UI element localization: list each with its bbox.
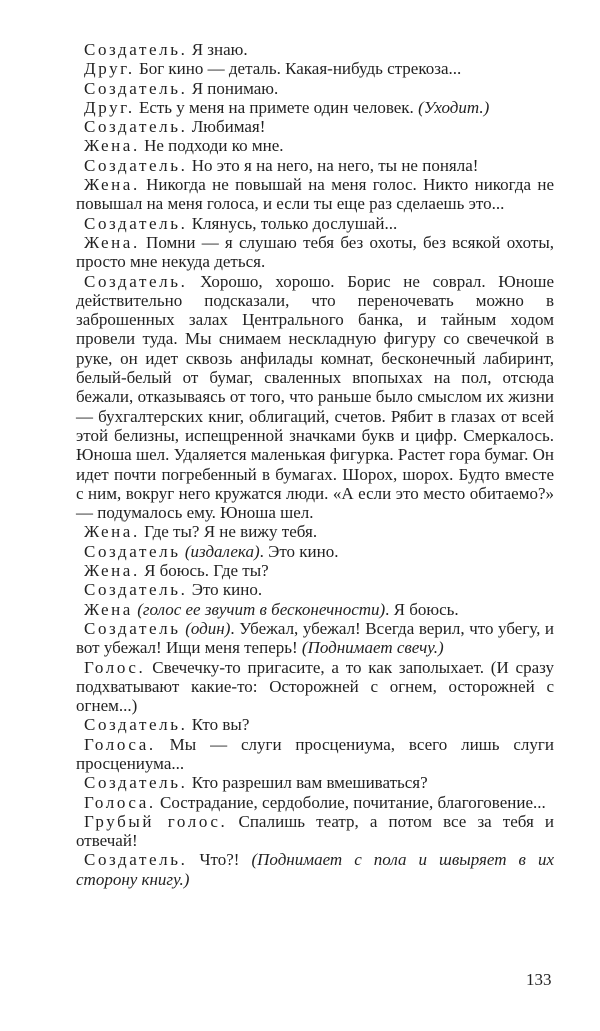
dialogue-line: Клянусь, только дослушай... [187, 213, 398, 233]
stage-direction: (голос ее звучит в бесконечности) [137, 599, 386, 619]
dialogue-line: . Это кино. [259, 541, 339, 561]
dialogue-line: Мы — слуги просцениума, всего лишь слуги просцениума... [76, 734, 554, 773]
dialogue-paragraph [76, 233, 554, 272]
dialogue-paragraph [76, 773, 554, 792]
dialogue-line: . Убежал, убежал! Всегда верил, что убегу, и вот убежал! Ищи меня теперь! [76, 618, 555, 658]
dialogue-paragraph [76, 175, 554, 214]
dialogue-line: Я понимаю. [187, 78, 279, 98]
stage-direction: (один) [185, 618, 231, 638]
speaker-name: Создатель. [84, 850, 188, 870]
speaker-name: Создатель. [84, 78, 188, 98]
dialogue-line: Где ты? Я не вижу тебя. [139, 522, 318, 542]
speaker-name: Жена. [84, 175, 140, 195]
play-text [76, 40, 554, 889]
speaker-name: Создатель. [84, 155, 188, 175]
speaker-name: Голоса. [84, 734, 156, 754]
dialogue-line: Это кино. [187, 580, 263, 600]
dialogue-line: Свечечку-то пригасите, а то как заполыхает. (И сразу подхватывают какие-то: Осторожней с огнем, осторожней с огнем...) [76, 657, 554, 716]
dialogue-paragraph [76, 79, 554, 98]
speaker-name: Жена. [84, 522, 140, 542]
dialogue-line: . Я боюсь. [385, 599, 459, 619]
speaker-name: Создатель [84, 541, 181, 561]
speaker-name: Жена. [84, 136, 140, 156]
dialogue-paragraph [76, 117, 554, 136]
dialogue-paragraph [76, 793, 554, 812]
dialogue-line: Спалишь театр, а потом все за тебя и отвечай! [76, 811, 554, 851]
dialogue-paragraph [76, 59, 554, 78]
stage-direction: (издалека) [184, 541, 260, 561]
dialogue-paragraph [76, 522, 554, 541]
speaker-name: Создатель. [84, 117, 188, 137]
dialogue-paragraph [76, 156, 554, 175]
dialogue-line: Хорошо, хорошо. Борис не соврал. Юноше действительно подсказали, что переночевать можно в заброшенных залах Центрального банка, и тайным ходом провели туда. Мы снимаем нескладную фигуру со свечечкой в руке, он идет сквозь анфилады комнат, бесконечный лабиринт, белый-белый от бумаг, сваленных впопыхах на пол, отсюда бежали, отказываясь от того, что раньше было смыслом их жизни — бухгалтерских книг, облигаций, счетов. Рябит в глазах от всей этой белизны, испещренной значками букв и цифр. Смеркалось. Юноша шел. Удаляется маленькая фигурка. Растет гора бумаг. Он идет почти погребенный в бумагах. Шорох, шорох. Будто вместе с ним, вокруг него кружатся люди. «А если это место обитаемо?» — подумалось ему. Юноша шел. [76, 271, 554, 523]
stage-direction: (Поднимает с пола и швыряет в их сторону книгу.) [76, 850, 554, 889]
dialogue-line: Что?! [187, 850, 252, 870]
speaker-name: Создатель. [84, 271, 188, 291]
speaker-name: Создатель. [84, 773, 188, 793]
dialogue-paragraph [76, 98, 554, 117]
dialogue-paragraph [76, 561, 554, 580]
speaker-name: Голоса. [84, 792, 156, 812]
dialogue-line: Помни — я слушаю тебя без охоты, без всякой охоты, просто мне некуда деться. [76, 232, 554, 272]
speaker-name: Друг. [84, 97, 135, 117]
dialogue-line: Есть у меня на примете один человек. [134, 97, 419, 117]
speaker-name: Грубый голос. [84, 811, 228, 831]
speaker-name: Жена. [84, 561, 140, 581]
dialogue-paragraph [76, 580, 554, 599]
dialogue-paragraph [76, 214, 554, 233]
dialogue-paragraph [76, 850, 554, 889]
speaker-name: Создатель [84, 618, 181, 638]
dialogue-paragraph [76, 40, 554, 59]
speaker-name: Создатель. [84, 580, 188, 600]
dialogue-line: Я боюсь. Где ты? [139, 561, 269, 581]
dialogue-paragraph [76, 658, 554, 716]
dialogue-paragraph [76, 136, 554, 155]
dialogue-line: Кто вы? [187, 715, 250, 735]
speaker-name: Жена. [84, 232, 140, 252]
speaker-name: Друг. [84, 59, 135, 79]
dialogue-paragraph [76, 600, 554, 619]
dialogue-paragraph [76, 542, 554, 561]
dialogue-line: Не подходи ко мне. [139, 136, 284, 156]
dialogue-paragraph [76, 272, 554, 523]
dialogue-line: Сострадание, сердоболие, почитание, благоговение... [155, 792, 546, 812]
dialogue-paragraph [76, 619, 554, 658]
dialogue-paragraph [76, 715, 554, 734]
dialogue-paragraph [76, 812, 554, 851]
dialogue-paragraph [76, 735, 554, 774]
dialogue-line: Любимая! [187, 117, 266, 137]
speaker-name: Жена [84, 599, 133, 619]
dialogue-line: Бог кино — деталь. Какая-нибудь стрекоза... [134, 59, 462, 79]
page-number: 133 [526, 970, 552, 989]
stage-direction: (Поднимает свечу.) [301, 638, 444, 658]
dialogue-line: Но это я на него, на него, ты не поняла! [187, 155, 479, 175]
stage-direction: (Уходит.) [418, 97, 490, 117]
dialogue-line: Я знаю. [187, 40, 248, 59]
dialogue-line: Никогда не повышай на меня голос. Никто никогда не повышал на меня голоса, и если ты еще раз сделаешь это... [76, 175, 554, 214]
speaker-name: Создатель. [84, 715, 188, 735]
speaker-name: Создатель. [84, 213, 188, 233]
speaker-name: Голос. [84, 657, 146, 677]
speaker-name: Создатель. [84, 40, 188, 59]
dialogue-line: Кто разрешил вам вмешиваться? [187, 773, 428, 793]
